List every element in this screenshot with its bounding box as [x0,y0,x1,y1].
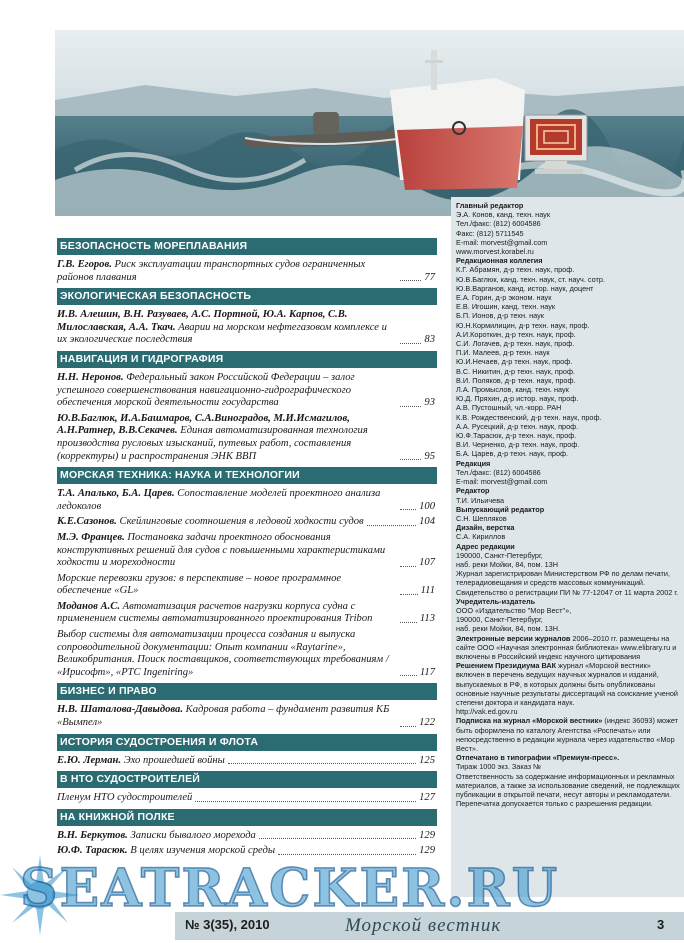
section-heading: БЕЗОПАСНОСТЬ МОРЕПЛАВАНИЯ [57,238,437,255]
dot-leader [228,763,416,764]
entry-author: Г.В. Егоров. [57,259,112,270]
section-heading: БИЗНЕС И ПРАВО [57,683,437,700]
toc-section [57,238,437,284]
dot-leader [400,594,418,595]
editorial-line: Ю.В.Баглюк, канд. техн. наук, ст. науч. сотр. [456,274,605,284]
editorial-line: Ю.Д. Пряхин, д-р истор. наук, проф. [456,394,579,404]
dot-leader [195,801,416,802]
entry-author: Н.Н. Неронов. [57,371,124,383]
editorial-line: Журнал зарегистрирован Министерством РФ по делам печати, телерадиовещания и средств массовых коммуникаций. Свидетельство о регистрации ПИ № 77-12047 от 11 марта 2002 г. [456,569,679,597]
editorial-line: Б.А. Царев, д-р техн. наук, проф. [456,449,569,459]
editorial-line: С.Н. Шепляков [456,513,507,523]
toc-entry[interactable] [57,259,437,284]
dot-leader [367,525,416,526]
toc-entry[interactable] [57,601,437,626]
dot-leader [400,566,416,567]
editorial-line: Тел./факс: (812) 6004586 [456,219,541,229]
sea-ships-illustration [55,30,684,216]
toc-entry[interactable] [57,573,437,598]
editorial-heading: Отпечатано в типографии «Премиум-пресс». [456,753,620,763]
editorial-line: К.Г. Абрамян, д-р техн. наук, проф. [456,265,575,275]
dot-leader [400,459,421,460]
editorial-line: 190000, Санкт-Петербург, [456,615,543,625]
entry-title: Записки бывалого морехода [130,829,256,841]
entry-author: В.Н. Беркутов. [57,829,128,841]
editorial-line: Факс: (812) 5711545 [456,228,524,238]
dot-leader [400,622,417,623]
toc-entry[interactable] [57,372,437,410]
journal-title: Морской вестник [345,915,502,936]
issue-number: № 3(35), 2010 [185,917,270,932]
toc-entry[interactable] [57,704,437,729]
entry-page-number: 100 [419,500,435,512]
entry-author: Моданов А.С. [57,600,120,612]
toc-entry[interactable] [57,830,437,843]
toc-section [57,734,437,768]
editorial-line: С.А. Кириллов [456,532,506,542]
watermark-text: SEATRACKER.RU [20,858,560,919]
section-heading: В НТО СУДОСТРОИТЕЛЕЙ [57,771,437,788]
dot-leader [400,726,416,727]
toc-section [57,467,437,679]
editorial-line: www.morvest.korabel.ru [456,247,534,257]
entry-page-number: 122 [419,717,435,729]
entry-page-number: 83 [424,334,435,346]
editorial-line: А.И.Короткин, д-р техн. наук, проф. [456,329,576,339]
toc-entry[interactable] [57,488,437,513]
entry-author: Ю.Ф. Тарасюк. [57,845,128,857]
dot-leader [400,280,421,281]
entry-title: Эхо прошедшей войны [123,754,225,766]
section-heading: НА КНИЖНОЙ ПОЛКЕ [57,809,437,826]
editorial-line: Ю.Н.Кормилицин, д-р техн. наук, проф. [456,320,590,330]
editorial-line: Решением Президиума ВАК журнал «Морской вестник» включен в перечень ведущих научных журналов и изданий, выпускаемых в РФ, в которых должны быть опубликованы основные научные результаты диссертаций на соискание ученой степени доктора и кандидата наук. [456,661,678,707]
editorial-heading: Выпускающий редактор [456,504,545,514]
entry-author: Е.Ю. Лерман. [57,754,122,766]
editorial-line: E-mail: morvest@gmail.com [456,477,548,487]
editorial-heading: Дизайн, верстка [456,523,515,533]
toc-entry[interactable] [57,413,437,463]
entry-title: В целях изучения морской среды [130,845,276,857]
editorial-line: Л.А. Промыслов, канд. техн. наук [456,385,569,395]
editorial-line: наб. реки Мойки, 84, пом. 13Н [456,559,558,569]
toc-entry[interactable] [57,755,437,768]
entry-author: Т.А. Апалько, Б.А. Царев. [57,488,175,500]
dot-leader [259,838,416,839]
editorial-line: П.И. Малеев, д-р техн. наук [456,348,550,358]
dot-leader [400,406,421,407]
entry-page-number: 127 [419,792,435,804]
entry-title: Риск эксплуатации транспортных судов ограниченных районов плавания [57,259,366,283]
toc-entry[interactable] [57,516,437,529]
entry-title: Скейлинговые соотношения в ледовой ходкости судов [119,516,364,528]
toc-entry[interactable] [57,309,437,347]
entry-page-number: 107 [419,557,435,569]
toc-entry[interactable] [57,845,437,858]
editorial-line: С.И. Логачев, д-р техн. наук, проф. [456,339,575,349]
cover-illustration [55,30,684,216]
entry-page-number: 117 [419,666,435,678]
editorial-heading: Редакционная коллегия [456,256,543,266]
editorial-heading: Редактор [456,486,490,496]
editorial-line: В.И. Поляков, д-р техн. наук, проф. [456,375,576,385]
section-heading: НАВИГАЦИЯ И ГИДРОГРАФИЯ [57,351,437,368]
entry-author: И.В. Алешин, В.Н. Разуваев, А.С. Портной, Ю.А. Карпов, С.В. Милославская, А.А. Ткач. [57,309,348,333]
entry-title: Федеральный закон Российской Федерации – залог успешного совершенствования навигационно-гидрографического обеспечения морской деятельности государства [57,371,355,409]
entry-author: К.Е.Сазонов. [57,516,117,528]
entry-author: Н.В. Шаталова-Давыдова. [57,704,184,716]
editorial-line: наб. реки Мойки, 84, пом. 13Н. [456,624,561,634]
toc-entry[interactable] [57,629,437,679]
entry-title: Единая автоматизированная технология производства русловых изысканий, путевых работ, составления (корректуры) и распространения ЭНК ВВП [57,425,368,462]
editorial-line: В.И. Черненко, д-р техн. наук, проф. [456,440,580,450]
toc-entry[interactable] [57,792,437,805]
entry-title: Автоматизация расчетов нагрузки корпуса судна с применением системы автоматизированного проектирования Tribon [57,600,373,625]
editorial-line: А.А. Русецкий, д-р техн. наук, проф. [456,421,579,431]
editorial-line: Тел./факс: (812) 6004586 [456,467,541,477]
page-number: 3 [657,917,665,932]
dot-leader [400,509,416,510]
entry-page-number: 111 [420,585,435,597]
entry-page-number: 129 [419,845,435,857]
toc-section [57,809,437,858]
editorial-line: Е.В. Игошин, канд. техн. наук [456,302,556,312]
toc-section [57,351,437,463]
entry-title: Морские перевозки грузов: в перспективе – новое программное обеспечение «GL» [57,572,342,597]
entry-title: Сопоставление моделей проектного анализа ледоколов [57,488,381,512]
toc-section [57,771,437,805]
editorial-info-panel [451,197,684,897]
toc-section [57,288,437,347]
entry-author: М.Э. Францев. [57,531,125,543]
entry-title: Аварии на морском нефтегазовом комплексе и их экологические последствия [57,321,387,346]
entry-page-number: 93 [424,397,435,409]
entry-page-number: 129 [419,829,435,841]
dot-leader [400,343,421,344]
toc-entry[interactable] [57,532,437,570]
entry-page-number: 113 [419,613,435,625]
editorial-line: Ю.В.Варганов, канд. истор. наук, доцент [456,283,594,293]
editorial-line: Е.А. Горин, д-р эконом. наук [456,293,552,303]
editorial-line: Ю.И.Нечаев, д-р техн. наук, проф. [456,357,573,367]
editorial-heading: Адрес редакции [456,541,515,551]
editorial-line: Ю.Ф.Тарасюк, д-р техн. наук, проф. [456,431,577,441]
entry-title: Пленум НТО судостроителей [57,792,193,804]
toc-section [57,683,437,729]
editorial-line: Б.П. Ионов, д-р техн. наук [456,311,544,321]
entry-page-number: 125 [419,754,435,766]
editorial-line: А.В. Пустошный, чл.-корр. РАН [456,403,562,413]
editorial-line: Тираж 1000 экз. Заказ № [456,762,541,772]
editorial-line: Электронные версии журналов 2006–2010 гг. размещены на сайте ООО «Научная электронная библиотека» www.elibrary.ru и включены в Российский индекс научного цитирования [456,633,677,661]
entry-page-number: 77 [424,271,435,283]
editorial-line: Э.А. Конов, канд. техн. наук [456,210,551,220]
editorial-line: http://vak.ed.gov.ru [456,707,518,717]
editorial-line: К.В. Рождественский, д-р техн. наук, проф. [456,412,602,422]
editorial-heading: Главный редактор [456,201,524,210]
editorial-heading: Учредитель-издатель [456,596,536,606]
dot-leader [400,675,417,676]
dot-leader [278,854,416,855]
editorial-line: E-mail: morvest@gmail.com [456,237,548,247]
entry-title: Постановка задачи проектного обоснования конструктивных решений для судов с повышенными характеристиками ходкости и мореходности [57,531,386,569]
entry-page-number: 104 [419,516,435,528]
entry-page-number: 95 [424,450,435,462]
section-heading: МОРСКАЯ ТЕХНИКА: НАУКА И ТЕХНОЛОГИИ [57,467,437,484]
editorial-heading: Редакция [456,458,491,468]
entry-title: Кадровая работа – фундамент развития КБ «Вымпел» [57,704,390,729]
editorial-line: Ответственность за содержание информационных и рекламных материалов, а также за использование сведений, не подлежащих публикации в открытой печати, несут авторы и рекламодатели. Перепечатка допускается только с разрешения редакции. [456,771,680,809]
section-heading: ЭКОЛОГИЧЕСКАЯ БЕЗОПАСНОСТЬ [57,288,437,305]
editorial-line: Подписка на журнал «Морской вестник» (индекс 36093) может быть оформлена по каталогу Агентства «Роспечать» или непосредственно в редакции журнала через издательство «Мор Вест». [456,716,678,753]
editorial-line: В.С. Никитин, д-р техн. наук, проф. [456,366,575,376]
table-of-contents [57,238,437,862]
entry-author: Ю.В.Баглюк, И.А.Башмаров, С.А.Виноградов, М.И.Исмагилов, А.Н.Ратнер, В.В.Секачев. [57,412,350,437]
editorial-line: 190000, Санкт-Петербург, [456,550,543,560]
editorial-line: ООО «Издательство "Мор Вест"», [456,605,572,615]
editorial-line: Т.И. Ильичева [456,495,505,505]
entry-title: Выбор системы для автоматизации процесса создания и выпуска сопроводительной документации: Опыт компании «Raytarine», Великобритания. Поиск поставщиков, соответствующих требованиям / «Ирисофт», «PTC Ingeniring» [57,629,389,678]
section-heading: ИСТОРИЯ СУДОСТРОЕНИЯ И ФЛОТА [57,734,437,751]
